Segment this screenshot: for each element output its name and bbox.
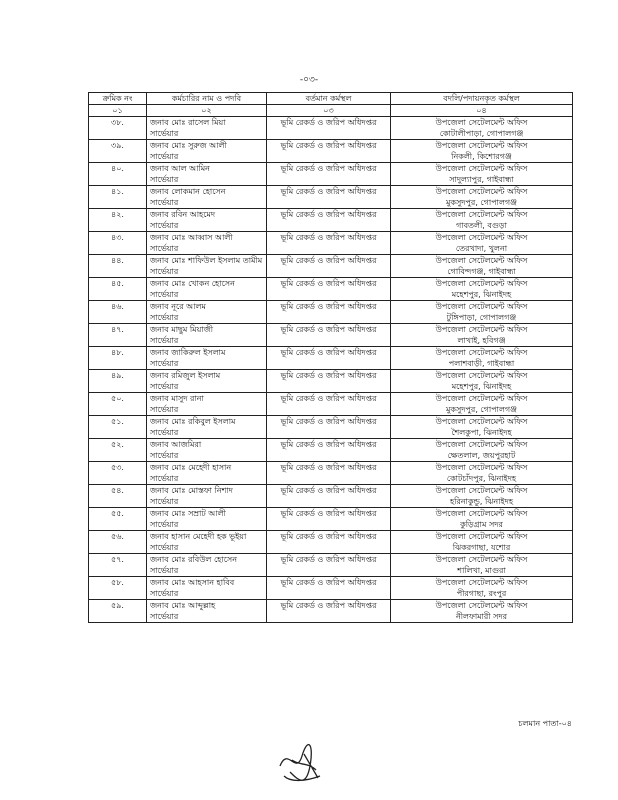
employee-designation: সার্ভেয়ার	[150, 474, 179, 483]
serial-cell: ৪৮.	[89, 347, 147, 370]
name-cell	[147, 232, 267, 255]
current-office-cell: ভূমি রেকর্ড ও জরিপ অধিদপ্তর	[267, 140, 391, 163]
employee-designation: সার্ভেয়ার	[150, 451, 179, 460]
name-cell	[147, 324, 267, 347]
new-office-cell	[391, 163, 573, 186]
employee-name: জনাব মোঃ শাফিউল ইসলাম তামীম	[150, 256, 263, 265]
serial-cell: ৫৪.	[89, 485, 147, 508]
employee-name: জনাব মোঃ রাসেল মিয়া	[150, 118, 226, 127]
serial-cell: ৪৪.	[89, 255, 147, 278]
new-office-location: মহেশপুর, ঝিনাইদহ	[451, 290, 512, 299]
new-office-location: পীরগাছা, রংপুর	[456, 589, 507, 598]
new-office-cell	[391, 393, 573, 416]
serial-cell: ৫২.	[89, 439, 147, 462]
current-office-cell: ভূমি রেকর্ড ও জরিপ অধিদপ্তর	[267, 232, 391, 255]
name-cell	[147, 554, 267, 577]
new-office-location: গোবিন্দগঞ্জ, গাইবান্ধা	[447, 267, 516, 276]
employee-designation: সার্ভেয়ার	[150, 267, 179, 276]
employee-designation: সার্ভেয়ার	[150, 359, 179, 368]
employee-name: জনাব লোকমান হোসেন	[150, 187, 226, 196]
current-office-cell: ভূমি রেকর্ড ও জরিপ অধিদপ্তর	[267, 439, 391, 462]
name-cell	[147, 416, 267, 439]
employee-name: জনাব হাসান মেহেদী হক ভূইয়া	[150, 532, 247, 541]
new-office-location: গাবতলী, বগুড়া	[456, 221, 507, 230]
employee-name: জনাব আল আমিন	[150, 164, 210, 173]
employee-designation: সার্ভেয়ার	[150, 336, 179, 345]
current-office-cell: ভূমি রেকর্ড ও জরিপ অধিদপ্তর	[267, 485, 391, 508]
header-name-designation: কর্মচারির নাম ও পদবি	[147, 93, 267, 105]
new-office-location: মুকসুদপুর, গোপালগঞ্জ	[445, 405, 518, 414]
current-office-cell: ভূমি রেকর্ড ও জরিপ অধিদপ্তর	[267, 278, 391, 301]
new-office-location: হরিনাকুন্ডু, ঝিনাইদহ	[449, 497, 514, 506]
new-office-name: উপজেলা সেটেলমেন্ট অফিস	[435, 187, 528, 196]
new-office-location: মহেশপুর, ঝিনাইদহ	[451, 382, 512, 391]
name-cell	[147, 255, 267, 278]
employee-designation: সার্ভেয়ার	[150, 612, 179, 621]
employee-designation: সার্ভেয়ার	[150, 589, 179, 598]
column-number: ০৩	[267, 105, 391, 117]
column-number: ০১	[89, 105, 147, 117]
current-office-cell: ভূমি রেকর্ড ও জরিপ অধিদপ্তর	[267, 531, 391, 554]
new-office-cell	[391, 209, 573, 232]
new-office-cell	[391, 278, 573, 301]
table-row	[89, 301, 573, 324]
table-header-row	[89, 93, 573, 105]
table-row	[89, 232, 573, 255]
employee-designation: সার্ভেয়ার	[150, 428, 179, 437]
employee-name: জনাব মোঃ মোস্তফা নিশাদ	[150, 486, 233, 495]
serial-cell: ৫৮.	[89, 577, 147, 600]
employee-name: জনাব মোঃ রবিউল হোসেন	[150, 555, 237, 564]
new-office-name: উপজেলা সেটেলমেন্ট অফিস	[435, 279, 528, 288]
employee-name: জনাব রবিন আহমেদ	[150, 210, 216, 219]
new-office-location: শালিখা, মাগুরা	[457, 566, 506, 575]
employee-designation: সার্ভেয়ার	[150, 221, 179, 230]
name-cell	[147, 485, 267, 508]
current-office-cell: ভূমি রেকর্ড ও জরিপ অধিদপ্তর	[267, 370, 391, 393]
name-cell	[147, 140, 267, 163]
name-cell	[147, 577, 267, 600]
employee-name: জনাব মাছুম মিয়াজী	[150, 325, 214, 334]
new-office-cell	[391, 117, 573, 140]
new-office-name: উপজেলা সেটেলমেন্ট অফিস	[435, 417, 528, 426]
new-office-name: উপজেলা সেটেলমেন্ট অফিস	[435, 486, 528, 495]
employee-name: জনাব মোঃ আব্দুল্লাহ	[150, 601, 216, 610]
table-row	[89, 140, 573, 163]
table-row	[89, 186, 573, 209]
new-office-location: নিকলী, কিশোরগঞ্জ	[451, 152, 512, 161]
employee-name: জনাব মোঃ আহসান হাবিব	[150, 578, 235, 587]
current-office-cell: ভূমি রেকর্ড ও জরিপ অধিদপ্তর	[267, 163, 391, 186]
name-cell	[147, 347, 267, 370]
name-cell	[147, 209, 267, 232]
serial-cell: ৪৬.	[89, 301, 147, 324]
new-office-location: নীলফামারী সদর	[455, 612, 508, 621]
employee-name: জনাব জাকিরুল ইসলাম	[150, 348, 226, 357]
table-row	[89, 278, 573, 301]
name-cell	[147, 531, 267, 554]
new-office-location: সাদুল্যাপুর, গাইবান্ধা	[449, 175, 514, 184]
serial-cell: ৩৯.	[89, 140, 147, 163]
column-number-row	[89, 105, 573, 117]
current-office-cell: ভূমি রেকর্ড ও জরিপ অধিদপ্তর	[267, 554, 391, 577]
serial-cell: ৪৯.	[89, 370, 147, 393]
serial-cell: ৪৩.	[89, 232, 147, 255]
table-row	[89, 163, 573, 186]
new-office-cell	[391, 140, 573, 163]
page-number: -০৩-	[299, 75, 319, 85]
serial-cell: ৩৮.	[89, 117, 147, 140]
name-cell	[147, 301, 267, 324]
new-office-name: উপজেলা সেটেলমেন্ট অফিস	[435, 302, 528, 311]
table-row	[89, 370, 573, 393]
new-office-name: উপজেলা সেটেলমেন্ট অফিস	[435, 440, 528, 449]
column-number: ০২	[147, 105, 267, 117]
employee-name: জনাব মোঃ সম্রাট আলী	[150, 509, 226, 518]
current-office-cell: ভূমি রেকর্ড ও জরিপ অধিদপ্তর	[267, 577, 391, 600]
name-cell	[147, 117, 267, 140]
name-cell	[147, 370, 267, 393]
current-office-cell: ভূমি রেকর্ড ও জরিপ অধিদপ্তর	[267, 347, 391, 370]
table-row	[89, 393, 573, 416]
name-cell	[147, 393, 267, 416]
new-office-cell	[391, 232, 573, 255]
new-office-location: কোটালীপাড়া, গোপালগঞ্জ	[439, 129, 524, 138]
employee-name: জনাব আজমিরা	[150, 440, 202, 449]
employee-designation: সার্ভেয়ার	[150, 129, 179, 138]
new-office-name: উপজেলা সেটেলমেন্ট অফিস	[435, 348, 528, 357]
employee-designation: সার্ভেয়ার	[150, 175, 179, 184]
continued-page-note: চলমান পাতা-০৪	[518, 719, 572, 728]
current-office-cell: ভূমি রেকর্ড ও জরিপ অধিদপ্তর	[267, 301, 391, 324]
current-office-cell: ভূমি রেকর্ড ও জরিপ অধিদপ্তর	[267, 117, 391, 140]
new-office-name: উপজেলা সেটেলমেন্ট অফিস	[435, 256, 528, 265]
serial-cell: ৫৫.	[89, 508, 147, 531]
new-office-cell	[391, 301, 573, 324]
current-office-cell: ভূমি রেকর্ড ও জরিপ অধিদপ্তর	[267, 186, 391, 209]
serial-cell: ৫৬.	[89, 531, 147, 554]
new-office-cell	[391, 416, 573, 439]
new-office-location: কুড়িগ্রাম সদর	[460, 520, 503, 529]
new-office-cell	[391, 485, 573, 508]
new-office-cell	[391, 600, 573, 623]
new-office-cell	[391, 186, 573, 209]
employee-designation: সার্ভেয়ার	[150, 382, 179, 391]
employee-name: জনাব নূরে আলম	[150, 302, 206, 311]
new-office-cell	[391, 370, 573, 393]
column-number: ০৪	[391, 105, 573, 117]
new-office-cell	[391, 554, 573, 577]
table-row	[89, 554, 573, 577]
new-office-location: কোটচাঁদপুর, ঝিনাইদহ	[446, 474, 517, 483]
employee-name: জনাব মোঃ মেহেদী হাসান	[150, 463, 232, 472]
table-row	[89, 209, 573, 232]
current-office-cell: ভূমি রেকর্ড ও জরিপ অধিদপ্তর	[267, 416, 391, 439]
employee-designation: সার্ভেয়ার	[150, 290, 179, 299]
employee-designation: সার্ভেয়ার	[150, 520, 179, 529]
signature	[270, 736, 330, 786]
serial-cell: ৪০.	[89, 163, 147, 186]
employee-designation: সার্ভেয়ার	[150, 198, 179, 207]
new-office-name: উপজেলা সেটেলমেন্ট অফিস	[435, 509, 528, 518]
table-row	[89, 508, 573, 531]
table-row	[89, 531, 573, 554]
new-office-location: লাখাই, হবিগঞ্জ	[457, 336, 506, 345]
serial-cell: ৫৩.	[89, 462, 147, 485]
new-office-cell	[391, 577, 573, 600]
employee-designation: সার্ভেয়ার	[150, 566, 179, 575]
new-office-name: উপজেলা সেটেলমেন্ট অফিস	[435, 141, 528, 150]
table-row	[89, 117, 573, 140]
new-office-location: টুঙ্গিপাড়া, গোপালগঞ্জ	[446, 313, 517, 322]
new-office-cell	[391, 439, 573, 462]
header-new-office: বদলি/পদায়নকৃত কর্মস্থল	[391, 93, 573, 105]
current-office-cell: ভূমি রেকর্ড ও জরিপ অধিদপ্তর	[267, 508, 391, 531]
transfer-table	[88, 92, 573, 623]
table-row	[89, 600, 573, 623]
serial-cell: ৫১.	[89, 416, 147, 439]
new-office-name: উপজেলা সেটেলমেন্ট অফিস	[435, 325, 528, 334]
header-current-office: বর্তমান কর্মস্থল	[267, 93, 391, 105]
current-office-cell: ভূমি রেকর্ড ও জরিপ অধিদপ্তর	[267, 209, 391, 232]
table-row	[89, 255, 573, 278]
table-row	[89, 485, 573, 508]
name-cell	[147, 163, 267, 186]
employee-name: জনাব রমিজুল ইসলাম	[150, 371, 221, 380]
employee-designation: সার্ভেয়ার	[150, 244, 179, 253]
table-row	[89, 462, 573, 485]
new-office-name: উপজেলা সেটেলমেন্ট অফিস	[435, 210, 528, 219]
serial-cell: ৫৭.	[89, 554, 147, 577]
current-office-cell: ভূমি রেকর্ড ও জরিপ অধিদপ্তর	[267, 462, 391, 485]
employee-name: জনাব মোঃ সুরুজ আলী	[150, 141, 227, 150]
employee-name: জনাব মোঃ রকিবুল ইসলাম	[150, 417, 236, 426]
new-office-location: পলাশবাড়ী, গাইবান্ধা	[448, 359, 515, 368]
new-office-name: উপজেলা সেটেলমেন্ট অফিস	[435, 463, 528, 472]
new-office-name: উপজেলা সেটেলমেন্ট অফিস	[435, 532, 528, 541]
new-office-name: উপজেলা সেটেলমেন্ট অফিস	[435, 118, 528, 127]
current-office-cell: ভূমি রেকর্ড ও জরিপ অধিদপ্তর	[267, 600, 391, 623]
table-row	[89, 577, 573, 600]
serial-cell: ৪১.	[89, 186, 147, 209]
current-office-cell: ভূমি রেকর্ড ও জরিপ অধিদপ্তর	[267, 255, 391, 278]
employee-designation: সার্ভেয়ার	[150, 152, 179, 161]
serial-cell: ৪৭.	[89, 324, 147, 347]
serial-cell: ৫০.	[89, 393, 147, 416]
table-row	[89, 324, 573, 347]
new-office-location: শৈলকুপা, ঝিনাইদহ	[451, 428, 512, 437]
new-office-location: ক্ষেতলাল, জয়পুরহাট	[447, 451, 516, 460]
new-office-name: উপজেলা সেটেলমেন্ট অফিস	[435, 371, 528, 380]
new-office-location: ঝিকরগাছা, যশোর	[452, 543, 511, 552]
table-row	[89, 347, 573, 370]
table-row	[89, 416, 573, 439]
name-cell	[147, 439, 267, 462]
table-row	[89, 439, 573, 462]
new-office-location: তেরখাদা, খুলনা	[455, 244, 508, 253]
new-office-name: উপজেলা সেটেলমেন্ট অফিস	[435, 578, 528, 587]
new-office-cell	[391, 324, 573, 347]
new-office-name: উপজেলা সেটেলমেন্ট অফিস	[435, 601, 528, 610]
name-cell	[147, 508, 267, 531]
name-cell	[147, 278, 267, 301]
new-office-cell	[391, 255, 573, 278]
name-cell	[147, 600, 267, 623]
new-office-name: উপজেলা সেটেলমেন্ট অফিস	[435, 164, 528, 173]
employee-name: জনাব মাসুদ রানা	[150, 394, 204, 403]
employee-designation: সার্ভেয়ার	[150, 313, 179, 322]
new-office-name: উপজেলা সেটেলমেন্ট অফিস	[435, 233, 528, 242]
serial-cell: ৪২.	[89, 209, 147, 232]
new-office-cell	[391, 347, 573, 370]
new-office-cell	[391, 508, 573, 531]
employee-name: জনাব মোঃ খোকন হোসেন	[150, 279, 235, 288]
current-office-cell: ভূমি রেকর্ড ও জরিপ অধিদপ্তর	[267, 324, 391, 347]
employee-designation: সার্ভেয়ার	[150, 497, 179, 506]
employee-designation: সার্ভেয়ার	[150, 405, 179, 414]
new-office-name: উপজেলা সেটেলমেন্ট অফিস	[435, 394, 528, 403]
new-office-cell	[391, 462, 573, 485]
name-cell	[147, 186, 267, 209]
employee-designation: সার্ভেয়ার	[150, 543, 179, 552]
header-serial: ক্রমিক নং	[89, 93, 147, 105]
new-office-cell	[391, 531, 573, 554]
employee-name: জনাব মোঃ আব্বাস আলী	[150, 233, 233, 242]
new-office-location: মুকসুদপুর, গোপালগঞ্জ	[445, 198, 518, 207]
name-cell	[147, 462, 267, 485]
serial-cell: ৪৫.	[89, 278, 147, 301]
new-office-name: উপজেলা সেটেলমেন্ট অফিস	[435, 555, 528, 564]
current-office-cell: ভূমি রেকর্ড ও জরিপ অধিদপ্তর	[267, 393, 391, 416]
serial-cell: ৫৯.	[89, 600, 147, 623]
